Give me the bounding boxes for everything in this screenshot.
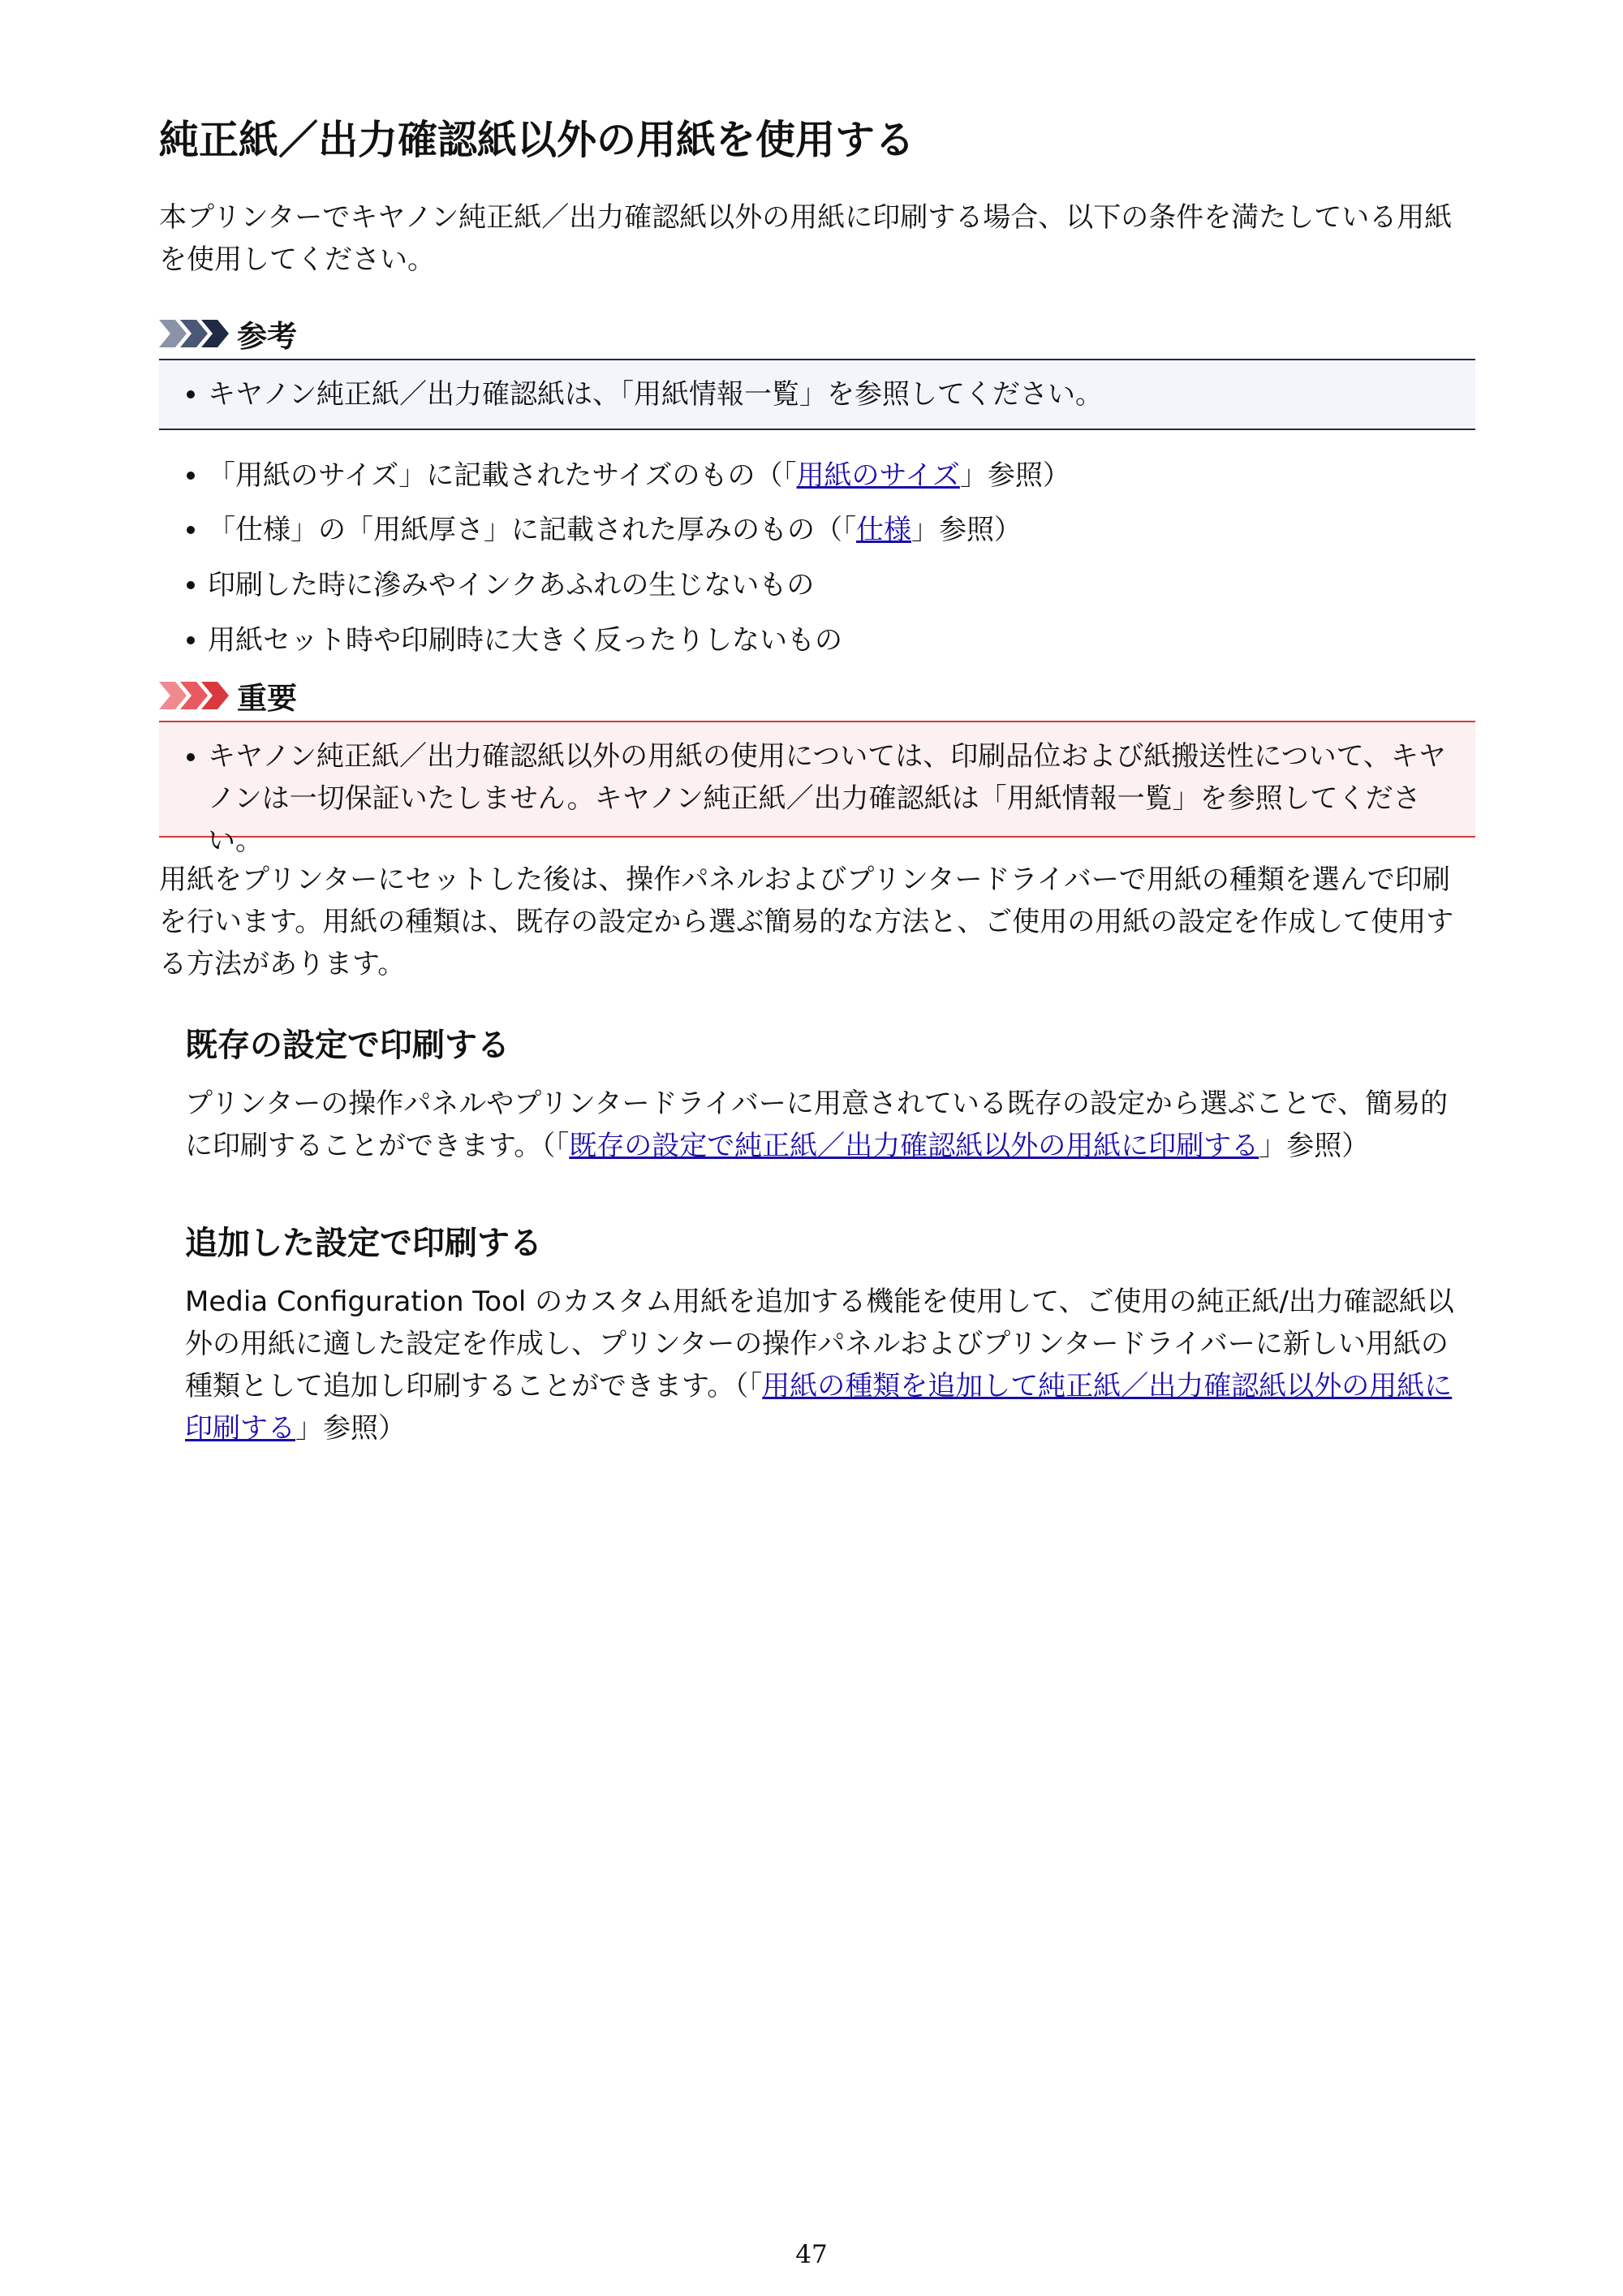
setup-paragraph: 用紙をプリンターにセットした後は、操作パネルおよびプリンタードライバーで用紙の種類を選んで印刷を行います。用紙の種類は、既存の設定から選ぶ簡易的な方法と、ご使用の用紙の設定を作成して使用する方法があります。	[159, 864, 1454, 980]
paper-size-link[interactable]: 用紙のサイズ	[796, 459, 960, 492]
intro-paragraph: 本プリンターでキヤノン純正紙／出力確認紙以外の用紙に印刷する場合、以下の条件を満たしている用紙を使用してください。	[159, 201, 1453, 276]
important-box	[159, 721, 1475, 857]
page-number: 47	[795, 2240, 828, 2269]
bullet-icon	[187, 526, 195, 534]
bullet-icon	[187, 390, 195, 398]
added-settings-heading: 追加した設定で印刷する	[185, 1225, 542, 1262]
note-label	[159, 313, 297, 354]
important-label-text: 重要	[237, 681, 297, 716]
note-item: キヤノン純正紙／出力確認紙は、「用紙情報一覧」を参照してください。	[208, 378, 1103, 411]
note-label-text: 参考	[237, 319, 297, 354]
existing-settings-paragraph: プリンターの操作パネルやプリンタードライバーに用意されている既存の設定から選ぶことで、簡易的に印刷することができます。（「既存の設定で純正紙／出力確認紙以外の用紙に印刷する」参照）	[185, 1088, 1449, 1162]
list-item: 「仕様」の「用紙厚さ」に記載された厚みのもの（「仕様」参照）	[208, 514, 1022, 546]
list-item: 「用紙のサイズ」に記載されたサイズのもの（「用紙のサイズ」参照）	[208, 459, 1070, 492]
bullet-icon	[187, 753, 195, 761]
note-box	[159, 359, 1475, 430]
bullet-icon	[187, 636, 195, 644]
bullet-icon	[187, 472, 195, 480]
existing-settings-link[interactable]: 既存の設定で純正紙／出力確認紙以外の用紙に印刷する	[569, 1130, 1259, 1162]
added-settings-paragraph: Media Configuration Tool のカスタム用紙を追加する機能を使用して、ご使用の純正紙/出力確認紙以外の用紙に適した設定を作成し、プリンターの操作パネルおよびプリンタードライバーに新しい用紙の種類として追加し印刷することができます。（「用紙の種類を追加して純正紙／出力確認紙以外の用紙に印刷する」参照）	[185, 1286, 1454, 1445]
triple-chevron-icon	[159, 682, 229, 709]
list-item: 印刷した時に滲みやインクあふれの生じないもの	[208, 569, 815, 601]
important-item: キヤノン純正紙／出力確認紙以外の用紙の使用については、印刷品位および紙搬送性について、キヤノンは一切保証いたしません。キヤノン純正紙／出力確認紙は「用紙情報一覧」を参照してください。	[208, 740, 1446, 857]
bullet-icon	[187, 581, 195, 589]
list-item: 用紙セット時や印刷時に大きく反ったりしないもの	[208, 624, 842, 657]
page-title: 純正紙／出力確認紙以外の用紙を使用する	[159, 117, 915, 163]
specifications-link[interactable]: 仕様	[856, 514, 911, 546]
important-label	[159, 675, 297, 716]
add-paper-type-link[interactable]: 用紙の種類を追加して純正紙／出力確認紙以外の用紙に印刷する	[185, 1370, 1453, 1445]
existing-settings-heading: 既存の設定で印刷する	[185, 1027, 510, 1064]
triple-chevron-icon	[159, 320, 229, 347]
